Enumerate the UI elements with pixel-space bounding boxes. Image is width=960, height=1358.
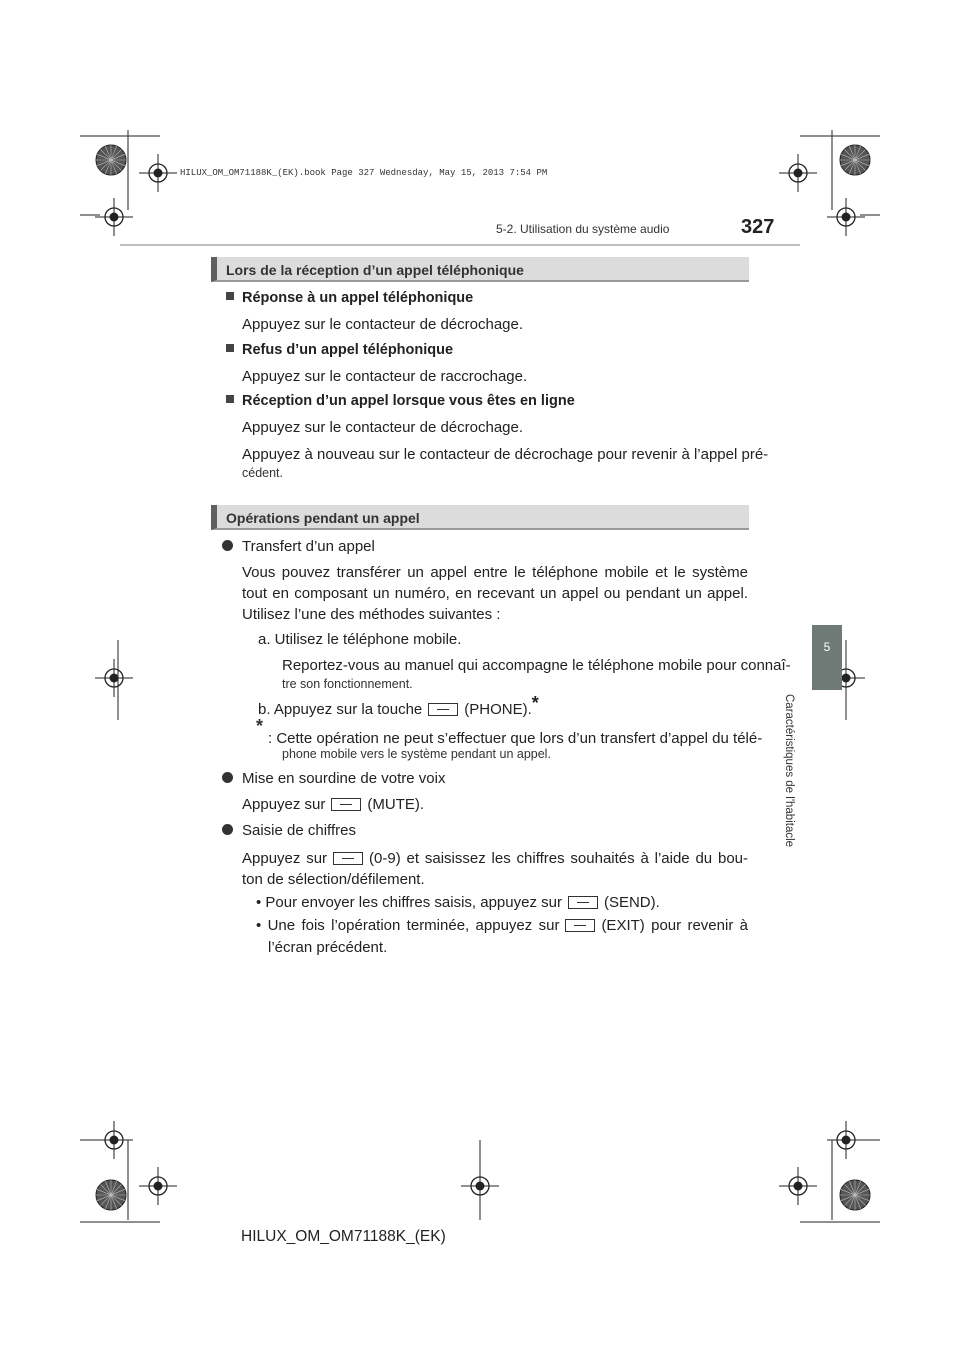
transfer-line1: Vous pouvez transférer un appel entre le téléphone mobile et le système <box>242 564 748 581</box>
send-key-icon <box>568 896 598 909</box>
digits-bullet-exit-line2: l’écran précédent. <box>268 939 388 956</box>
chapter-tab <box>812 625 842 690</box>
mute-key-icon <box>331 798 361 811</box>
digits-bullet-exit: • Une fois l’opération terminée, appuyez sur (EXIT) pour revenir à <box>256 917 748 934</box>
transfer-line2: tout en composant un numéro, en recevant un appel ou pendant un appel. <box>242 585 748 602</box>
bullet-mute: Mise en sourdine de votre voix <box>222 770 445 787</box>
call-waiting-text: Appuyez sur le contacteur de décrochage. <box>242 419 524 436</box>
bullet-transfer-call: Transfert d’un appel <box>222 538 375 555</box>
digits-line2: ton de sélection/défilement. <box>242 871 425 888</box>
digits-key-icon <box>333 852 363 865</box>
asterisk-mark: * <box>531 693 539 713</box>
exit-key-icon <box>565 919 595 932</box>
footnote-line2: phone mobile vers le système pendant un appel. <box>282 747 551 761</box>
round-bullet-icon <box>222 540 233 551</box>
footnote-line1: : Cette opération ne peut s’effectuer que lors d’un transfert d’appel du télé- <box>268 730 763 747</box>
section-heading-text: Lors de la réception d’un appel téléphonique <box>226 262 524 278</box>
chapter-tab-number: 5 <box>823 640 831 654</box>
answer-call-text: Appuyez sur le contacteur de décrochage. <box>242 316 524 333</box>
subheading-call-waiting: Réception d’un appel lorsque vous êtes en ligne <box>226 393 575 409</box>
footnote-asterisk: * <box>256 716 264 736</box>
subheading-refuse-call: Refus d’un appel téléphonique <box>226 342 453 358</box>
bullet-digits: Saisie de chiffres <box>222 822 356 839</box>
call-waiting-note-line1: Appuyez à nouveau sur le contacteur de décrochage pour revenir à l’appel pré- <box>242 446 769 463</box>
option-a-note-line1: Reportez-vous au manuel qui accompagne le téléphone mobile pour connaî- <box>282 657 791 674</box>
header-rule <box>120 244 800 246</box>
round-bullet-icon <box>222 824 233 835</box>
option-a: a. Utilisez le téléphone mobile. <box>258 631 462 648</box>
square-bullet-icon <box>226 344 234 352</box>
mute-instruction: Appuyez sur (MUTE). <box>242 796 425 813</box>
round-bullet-icon <box>222 772 233 783</box>
chapter-label-text: Caractéristiques de l'habitacle <box>783 694 795 848</box>
digits-bullet-send: • Pour envoyer les chiffres saisis, appuyez sur (SEND). <box>256 894 660 911</box>
section-heading-text: Opérations pendant un appel <box>226 510 420 526</box>
refuse-call-text: Appuyez sur le contacteur de raccrochage. <box>242 368 528 385</box>
phone-key-icon <box>428 703 458 716</box>
option-a-note-line2: tre son fonctionnement. <box>282 677 413 691</box>
option-b: b. Appuyez sur la touche (PHONE).* <box>258 693 539 718</box>
section-heading-during-call <box>211 505 749 530</box>
square-bullet-icon <box>226 292 234 300</box>
digits-line1: Appuyez sur (0-9) et saisissez les chiffres souhaités à l’aide du bou- <box>242 850 748 867</box>
print-book-line: HILUX_OM_OM71188K_(EK).book Page 327 Wednesday, May 15, 2013 7:54 PM <box>180 168 548 178</box>
subheading-answer-call: Réponse à un appel téléphonique <box>226 290 473 306</box>
square-bullet-icon <box>226 395 234 403</box>
call-waiting-note-line2: cédent. <box>242 466 284 480</box>
transfer-line3: Utilisez l’une des méthodes suivantes : <box>242 606 501 623</box>
manual-code: HILUX_OM_OM71188K_(EK) <box>241 1228 446 1245</box>
section-title: 5-2. Utilisation du système audio <box>496 222 670 236</box>
page-number: 327 <box>741 216 775 238</box>
section-heading-receiving-call <box>211 257 749 282</box>
